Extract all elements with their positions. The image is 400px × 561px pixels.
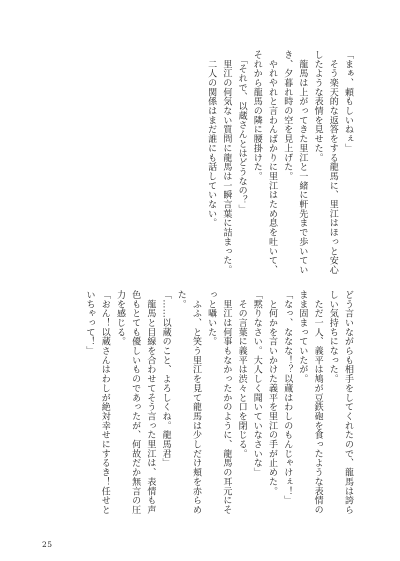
paragraph: どう言いながらも相手をしてくれたので、龍馬は誇らしい気持ちになった。: [327, 290, 353, 515]
paragraph: と何かを言いかけた義平を里江の手が止めた。: [266, 290, 277, 496]
paragraph: ふふ、と笑う里江を見て龍馬は少しだけ頬を赤らめた。: [175, 290, 201, 515]
paragraph: 龍馬は上がってきた里江と一緒に軒先まで歩いていき、夕暮れ時の空を見上げた。: [282, 50, 308, 275]
text-block-bottom: [60, 290, 355, 516]
paragraph: ただ一人、義平は鳩が豆鉄砲を食ったような表情のまま固まっていたが。: [297, 290, 323, 515]
paragraph: その言葉に義平は渋々と口を閉じる。: [236, 290, 247, 459]
paragraph: やれやれと言わんばかりに里江はため息を吐いて、それから龍馬の隣に腰掛けた。: [251, 50, 277, 275]
paragraph: 「黙りなさい。大人しく聞いていなさいな」: [251, 290, 262, 477]
paragraph: 二人の関係はまだ誰にも話していない。: [206, 50, 217, 228]
paragraph: 「なっ、ななな！？以蔵はわしのもんじゃけぇ！」: [282, 290, 293, 506]
paragraph: 里江の何気ない質問に龍馬は一瞬言葉に詰まった。: [221, 50, 232, 275]
paragraph: 「おん！以蔵さんはわしが絶対幸せにするき！任せといちゃって！」: [84, 290, 110, 515]
paragraph: 「……以蔵のこと、よろしくね。龍馬君」: [160, 290, 171, 468]
paragraph: そう楽天的な返答をする龍馬に、里江はほっと安心したような表情を見せた。: [312, 50, 338, 275]
paragraph: 「それで、以蔵さんとはどうなの？」: [236, 50, 247, 214]
paragraph: 龍馬と目線を合わせてそう言った里江は、表情も声色もとても優しいものであったが、何故だか無言の圧力を感じる。: [114, 290, 156, 515]
page-number: 25: [42, 540, 53, 549]
text-block-top: [60, 50, 355, 276]
paragraph: 「まぁ、頼もしいねぇ」: [343, 50, 353, 153]
paragraph: 里江は何事もなかったかのように、龍馬の耳元にそっと囁いた。: [206, 290, 232, 515]
